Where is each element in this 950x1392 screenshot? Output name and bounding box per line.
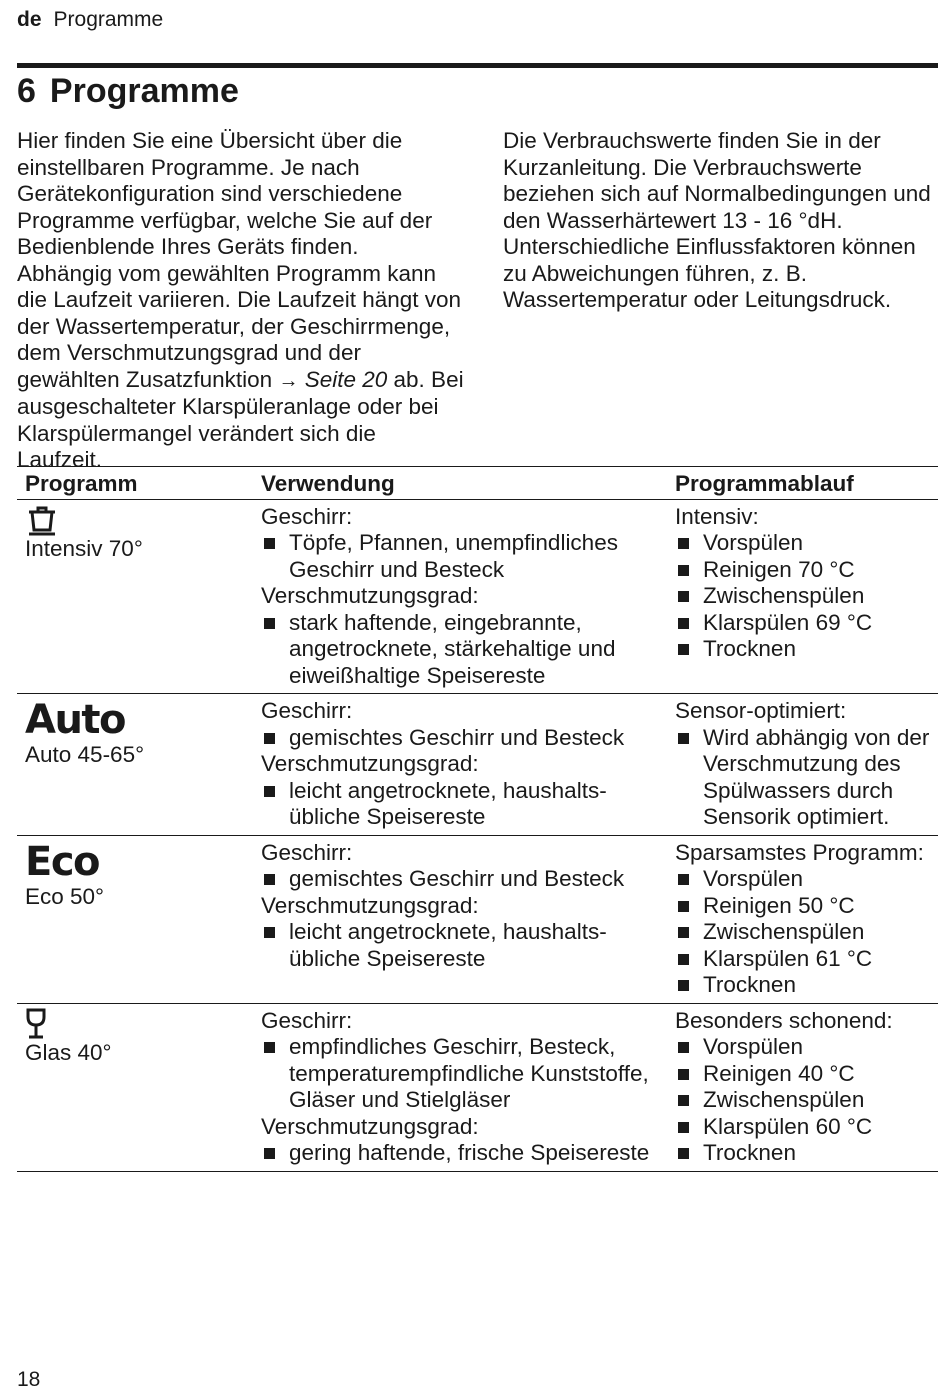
list-item: Zwischenspülen [675,1087,932,1114]
sequence-label: Sparsamstes Programm: [675,839,924,865]
list-item: Vorspülen [675,530,932,557]
program-name: Eco 50° [25,883,105,909]
table-row [17,499,938,694]
sequence-list [675,725,932,831]
sequence-cell [667,694,938,836]
usage-label: Verschmutzungsgrad: [261,1113,479,1139]
list-item: gemischtes Geschirr und Besteck [261,866,661,893]
sequence-list [675,866,932,999]
list-item: Töpfe, Pfannen, unempfindliches Geschirr und Besteck [261,530,661,583]
column-header-usage: Verwendung [253,467,667,500]
table-header-row [17,467,938,500]
table-row [17,694,938,836]
chapter-number: 6 [17,72,36,110]
list-item: Reinigen 70 °C [675,557,932,584]
usage-label: Geschirr: [261,698,353,723]
usage-list [261,919,661,972]
list-item: empfindliches Geschirr, Besteck, temperaturempfindliche Kunststoffe, Gläser und Stielgläser [261,1034,661,1114]
list-item: Zwischenspülen [675,919,932,946]
intro-paragraph-1: Hier finden Sie eine Übersicht über die einstellbaren Programme. Je nach Gerätekonfiguration sind verschiedene Programme verfügbar, welche Sie auf der Bedienblende Ihres Geräts finden. [17,128,433,259]
language-code: de [17,8,42,31]
column-header-sequence: Programmablauf [667,467,938,500]
usage-list [261,1140,661,1167]
sequence-cell [667,835,938,1003]
usage-label: Verschmutzungsgrad: [261,892,479,918]
program-name: Auto 45-65° [25,742,145,767]
usage-list [261,1034,661,1114]
list-item: Klarspülen 60 °C [675,1114,932,1141]
list-item: Trocknen [675,972,932,999]
list-item: gering haftende, frische Speisereste [261,1140,661,1167]
header-rule [17,63,938,68]
usage-list [261,866,661,893]
arrow-right-icon: → [278,369,299,392]
intro-left-column [17,128,467,474]
program-cell [17,499,253,694]
column-header-program: Programm [17,467,253,500]
program-table [17,466,938,1172]
table-row [17,835,938,1003]
sequence-cell [667,1003,938,1171]
wine-glass-icon [25,1008,247,1040]
usage-list [261,778,661,831]
program-cell [17,694,253,836]
list-item: Reinigen 50 °C [675,893,932,920]
intro-paragraph-3: Die Verbrauchswerte finden Sie in der Kurzanleitung. Die Verbrauchswerte beziehen sich auf Normalbedingungen und den Wasserhärtewert 13 - 16 °dH. Unterschiedliche Einflussfaktoren können zu Abweichungen führen, z. B. Wassertemperatur oder Leitungsdruck. [503,128,931,312]
list-item: leicht angetrocknete, haushaltsübliche Speisereste [261,778,661,831]
list-item: Reinigen 40 °C [675,1061,932,1088]
usage-label: Verschmutzungsgrad: [261,583,479,608]
intro-right-column [503,128,943,314]
page-title [17,72,239,111]
program-cell [17,1003,253,1171]
chapter-title: Programme [49,72,239,110]
usage-list [261,725,661,752]
intro-paragraph-2 [17,261,467,474]
usage-list [261,610,661,690]
sequence-label: Besonders schonend: [675,1007,893,1033]
pot-icon [25,504,247,536]
program-cell [17,835,253,1003]
usage-label: Geschirr: [261,503,353,529]
page-header [17,8,163,32]
usage-label: Geschirr: [261,839,353,865]
list-item: Trocknen [675,636,932,663]
list-item: Zwischenspülen [675,583,932,610]
usage-label: Verschmutzungsgrad: [261,751,479,776]
usage-list [261,530,661,583]
program-symbol: Auto [25,697,126,743]
intro-p2-text: Abhängig vom gewählten Programm kann die Laufzeit variieren. Die Laufzeit hängt von der Wassertemperatur, der Geschirrmenge, dem Verschmutzungsgrad und der gewählten Zusatzfunktion [17,260,462,392]
page-reference-link[interactable]: Seite 20 [304,366,388,392]
program-name: Glas 40° [25,1039,112,1065]
sequence-cell [667,499,938,694]
sequence-label: Intensiv: [675,503,759,529]
section-name: Programme [53,8,164,31]
list-item: leicht angetrocknete, haushaltsübliche Speisereste [261,919,661,972]
usage-cell [253,499,667,694]
list-item: Wird abhängig von der Verschmutzung des Spülwassers durch Sensorik optimiert. [675,725,932,831]
program-symbol: Eco [25,838,100,885]
list-item: Klarspülen 61 °C [675,946,932,973]
sequence-list [675,530,932,663]
list-item: stark haftende, eingebrannte, angetrocknete, stärkehaltige und eiweißhaltige Speisereste [261,610,661,690]
list-item: Klarspülen 69 °C [675,610,932,637]
list-item: Vorspülen [675,866,932,893]
sequence-list [675,1034,932,1167]
usage-cell [253,835,667,1003]
list-item: gemischtes Geschirr und Besteck [261,725,661,752]
intro-p2-text-cont: ab. Bei ausgeschalteter Klarspüleranlage oder bei Klarspülermangel verändert sich die Laufzeit. [17,366,464,472]
sequence-label: Sensor-optimiert: [675,698,847,723]
list-item: Trocknen [675,1140,932,1167]
usage-cell [253,694,667,836]
usage-label: Geschirr: [261,1007,353,1033]
list-item: Vorspülen [675,1034,932,1061]
program-name: Intensiv 70° [25,535,143,561]
page-number: 18 [17,1368,41,1391]
table-row [17,1003,938,1171]
usage-cell [253,1003,667,1171]
